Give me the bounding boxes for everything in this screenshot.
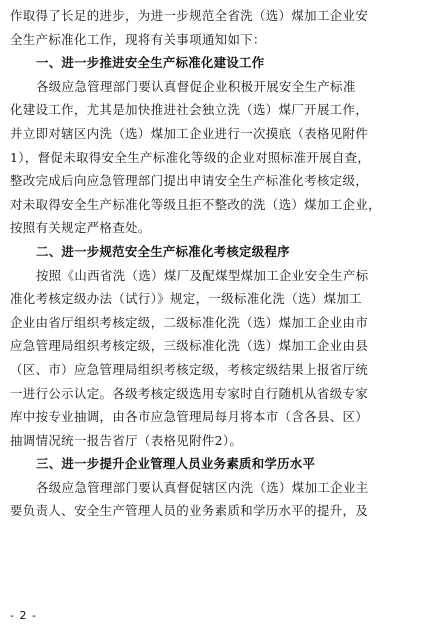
section-1-line-7: 按照有关规定严格查处。 bbox=[10, 220, 151, 236]
section-1-line-2: 化建设工作，尤其是加快推进社会独立洗（选）煤厂开展工作， bbox=[10, 102, 369, 118]
section-2-line-4: 应急管理局组织考核定级，三级标准化洗（选）煤加工企业由县 bbox=[10, 338, 369, 354]
intro-line-2: 全生产标准化工作，现将有关事项通知如下： bbox=[10, 31, 266, 47]
section-2-line-2: 准化考核定级办法（试行）》规定，一级标准化洗（选）煤加工 bbox=[10, 291, 362, 307]
section-2-line-8: 抽调情况统一报告省厅（表格见附件2）。 bbox=[10, 432, 243, 448]
document-page bbox=[10, 4, 418, 523]
section-3-heading: 三、进一步提升企业管理人员业务素质和学历水平 bbox=[36, 456, 316, 472]
section-2-line-5: （区、市）应急管理局组织考核定级，考核定级结果上报省厅统 bbox=[10, 361, 369, 377]
section-1-line-3: 并立即对辖区内洗（选）煤加工企业进行一次摸底（表格见附件 bbox=[10, 125, 369, 141]
section-1-line-5: 整改完成后向应急管理部门提出申请安全生产标准化考核定级， bbox=[10, 173, 369, 189]
section-2-heading: 二、进一步规范安全生产标准化考核定级程序 bbox=[36, 243, 290, 259]
section-1-heading: 一、进一步推进安全生产标准化建设工作 bbox=[36, 55, 265, 71]
section-2-line-3: 企业由省厅组织考核定级，二级标准化洗（选）煤加工企业由市 bbox=[10, 314, 369, 330]
section-2-line-6: 一进行公示认定。各级考核定级选用专家时自行随机从省级专家 bbox=[10, 385, 369, 401]
intro-line-1: 作取得了长足的进步，为进一步规范全省洗（选）煤加工企业安 bbox=[10, 8, 369, 23]
section-3-line-2: 要负责人、安全生产管理人员的业务素质和学历水平的提升，及 bbox=[10, 503, 369, 519]
section-1-line-1: 各级应急管理部门要认真督促企业积极开展安全生产标准 bbox=[36, 78, 356, 94]
section-2-line-1: 按照《山西省洗（选）煤厂及配煤型煤加工企业安全生产标 bbox=[36, 267, 369, 283]
section-3-line-1: 各级应急管理部门要认真督促辖区内洗（选）煤加工企业主 bbox=[36, 479, 369, 495]
section-2-line-7: 库中按专业抽调，由各市应急管理局每月将本市（含各县、区） bbox=[10, 409, 369, 425]
section-1-line-6: 对未取得安全生产标准化等级且拒不整改的洗（选）煤加工企业， bbox=[10, 196, 381, 212]
section-1-line-4: 1），督促未取得安全生产标准化等级的企业对照标准开展自查， bbox=[10, 149, 371, 165]
page-number: - 2 - bbox=[10, 609, 37, 622]
